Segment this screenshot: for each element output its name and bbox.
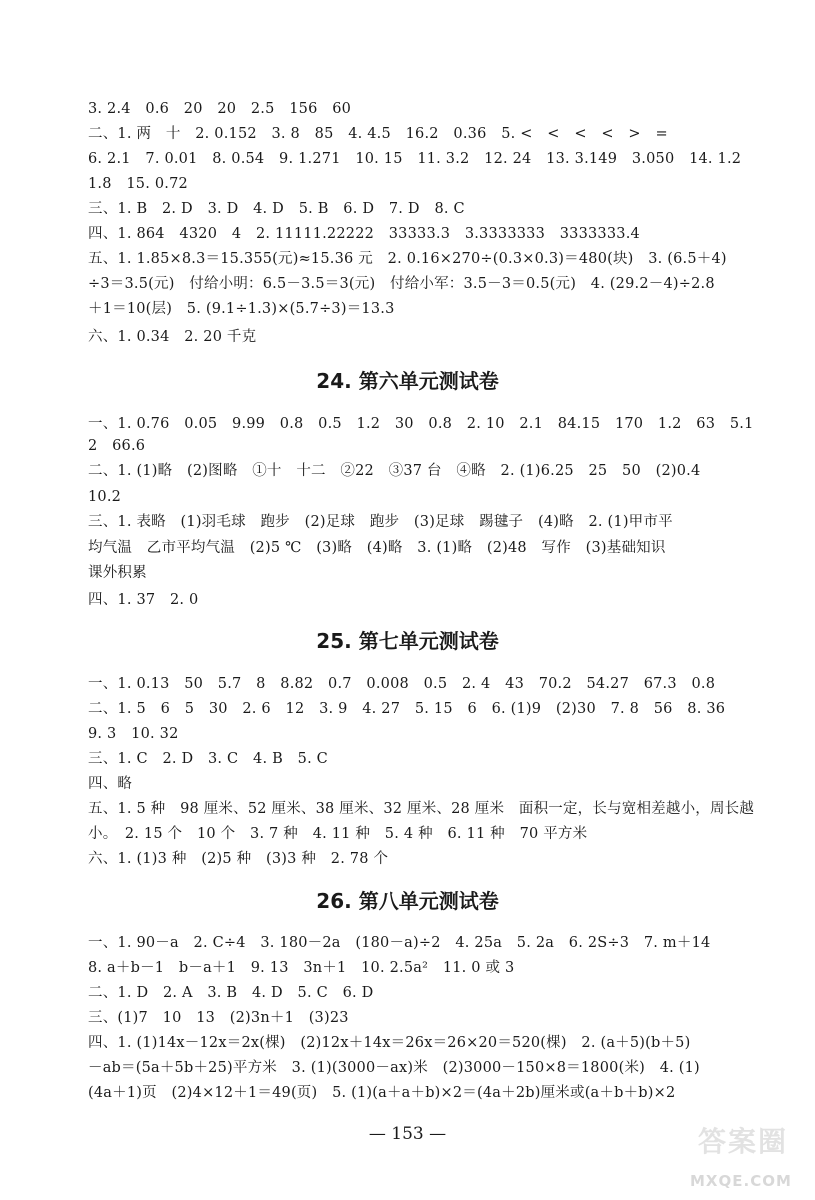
text-line: 六、1. (1)3 种 (2)5 种 (3)3 种 2. 78 个 — [88, 851, 389, 867]
section-title-unit-7: 25. 第七单元测试卷 — [316, 629, 499, 653]
section-title-unit-6: 24. 第六单元测试卷 — [316, 369, 499, 393]
text-line: 均气温 乙市平均气温 (2)5 ℃ (3)略 (4)略 3. (1)略 (2)48 写作 (3)基础知识 — [88, 540, 666, 556]
text-line: 三、1. B 2. D 3. D 4. D 5. B 6. D 7. D 8. C — [88, 201, 465, 217]
text-line: 四、略 — [88, 776, 133, 792]
text-line: 8. a＋b－1 b－a＋1 9. 13 3n＋1 10. 2.5a² 11. 0 或 3 — [88, 960, 515, 976]
text-line: 1.8 15. 0.72 — [88, 176, 188, 192]
text-line: 四、1. 864 4320 4 2. 11111.22222 33333.3 3.3333333 3333333.4 — [88, 226, 640, 242]
text-line: 四、1. 37 2. 0 — [88, 592, 199, 608]
text-line: 10.2 — [88, 489, 122, 505]
text-line: 五、1. 5 种 98 厘米、52 厘米、38 厘米、32 厘米、28 厘米 面积一定，长与宽相差越小，周长越 — [88, 801, 755, 817]
watermark — [690, 1120, 815, 1200]
watermark-site: MXQE.COM — [690, 1172, 792, 1190]
text-line: 3. 2.4 0.6 20 20 2.5 156 60 — [88, 101, 352, 117]
text-line: 六、1. 0.34 2. 20 千克 — [88, 329, 257, 345]
page-number: — 153 — — [368, 1124, 447, 1144]
text-line: 6. 2.1 7. 0.01 8. 0.54 9. 1.271 10. 15 11. 3.2 12. 24 13. 3.149 3.050 14. 1.2 — [88, 151, 742, 167]
text-line: 四、1. (1)14x－12x＝2x(棵) (2)12x＋14x＝26x＝26×20＝520(棵) 2. (a＋5)(b＋5) — [88, 1035, 691, 1051]
text-line: 二、1. 两 十 2. 0.152 3. 8 85 4. 4.5 16.2 0.36 5. < < < < > = — [88, 126, 668, 142]
text-line: 五、1. 1.85×8.3＝15.355(元)≈15.36 元 2. 0.16×270÷(0.3×0.3)＝480(块) 3. (6.5＋4) — [88, 251, 727, 267]
text-line: 二、1. 5 6 5 30 2. 6 12 3. 9 4. 27 5. 15 6 6. (1)9 (2)30 7. 8 56 8. 36 — [88, 701, 726, 717]
text-line: 三、1. 表略 (1)羽毛球 跑步 (2)足球 跑步 (3)足球 踢毽子 (4)略 2. (1)甲市平 — [88, 514, 673, 530]
text-line: ＋1＝10(层) 5. (9.1÷1.3)×(5.7÷3)＝13.3 — [88, 301, 395, 317]
text-line: 一、1. 0.76 0.05 9.99 0.8 0.5 1.2 30 0.8 2. 10 2.1 84.15 170 1.2 63 5.1 — [88, 416, 754, 432]
text-line: 二、1. (1)略 (2)图略 ①十 十二 ②22 ③37 台 ④略 2. (1)6.25 25 50 (2)0.4 — [88, 463, 701, 479]
text-line: ÷3＝3.5(元) 付给小明：6.5－3.5＝3(元) 付给小军：3.5－3＝0.5(元) 4. (29.2－4)÷2.8 — [88, 276, 715, 292]
text-line: 课外积累 — [88, 565, 147, 581]
text-line: 一、1. 0.13 50 5.7 8 8.82 0.7 0.008 0.5 2. 4 43 70.2 54.27 67.3 0.8 — [88, 676, 716, 692]
text-line: 9. 3 10. 32 — [88, 726, 179, 742]
text-line: 一、1. 90－a 2. C÷4 3. 180－2a (180－a)÷2 4. 25a 5. 2a 6. 2S÷3 7. m＋14 — [88, 935, 711, 951]
text-line: 小。 2. 15 个 10 个 3. 7 种 4. 11 种 5. 4 种 6. 11 种 70 平方米 — [88, 826, 588, 842]
watermark-logo: 答案圈 — [698, 1125, 789, 1158]
text-line: 三、(1)7 10 13 (2)3n＋1 (3)23 — [88, 1010, 349, 1026]
text-line: －ab＝(5a＋5b＋25)平方米 3. (1)(3000－ax)米 (2)3000－150×8＝1800(米) 4. (1) — [88, 1060, 700, 1076]
text-line: 2 66.6 — [88, 438, 146, 454]
section-title-unit-8: 26. 第八单元测试卷 — [316, 889, 499, 913]
text-line: 三、1. C 2. D 3. C 4. B 5. C — [88, 751, 328, 767]
text-line: 二、1. D 2. A 3. B 4. D 5. C 6. D — [88, 985, 374, 1001]
text-line: (4a＋1)页 (2)4×12＋1＝49(页) 5. (1)(a＋a＋b)×2＝(4a＋2b)厘米或(a＋b＋b)×2 — [88, 1085, 676, 1101]
